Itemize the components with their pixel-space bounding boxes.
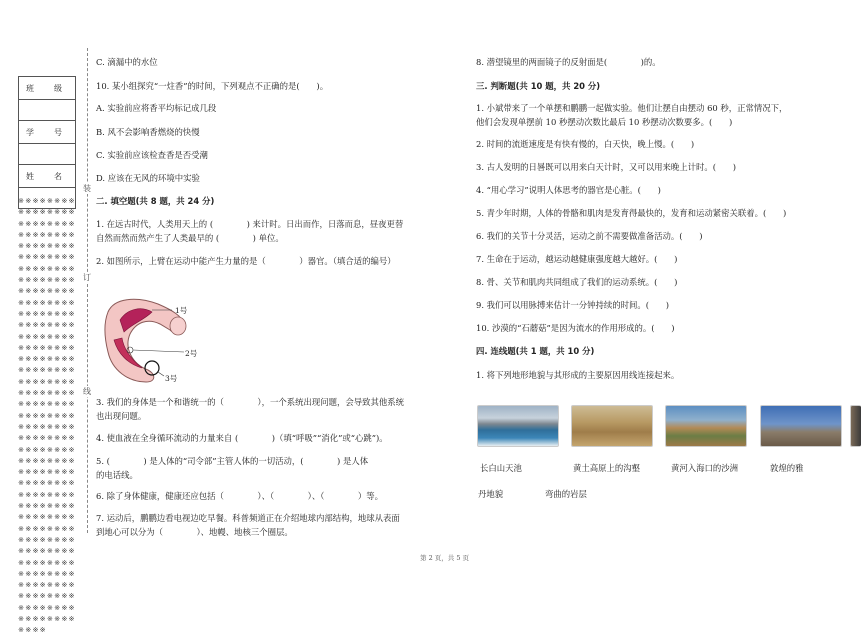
connect-q1-stem: 1. 将下列地形地貌与其形成的主要原因用线连接起来。: [476, 370, 680, 380]
caption-changbai: 长白山天池: [480, 463, 522, 473]
judge-q8: 8. 骨、关节和肌肉共同组成了我们的运动系统。( ): [476, 277, 678, 287]
fill-q1-line1: 1. 在远古时代，人类用天上的 ( ) 来计时。日出而作，日落而息，昼夜更替: [96, 219, 404, 229]
photo-loess-gullies: [571, 405, 653, 447]
fill-q7-line1: 7. 运动后，鹏鹏边看电视边吃早餐。科普频道正在介绍地球内部结构，地球从表面: [96, 513, 400, 523]
arm-label-1: 1号: [175, 306, 188, 315]
q10-option-d: D. 应该在无风的环境中实验: [96, 173, 200, 183]
arm-label-2: 2号: [185, 349, 198, 358]
student-id-label: 学 号: [19, 121, 76, 144]
binding-line: [87, 48, 88, 533]
q10-option-c: C. 实验前应该检查香是否受潮: [96, 150, 208, 160]
q10-option-b: B. 风不会影响香燃烧的快慢: [96, 127, 200, 137]
judge-q2: 2. 时间的流逝速度是有快有慢的，白天快，晚上慢。( ): [476, 139, 695, 149]
class-label: 班 级: [19, 77, 76, 100]
judge-q9: 9. 我们可以用脉搏来估计一分钟持续的时间。( ): [476, 300, 670, 310]
q8-periscope: 8. 潜望镜里的两面镜子的反射面是( )的。: [476, 57, 661, 67]
q10-stem: 10. 某小组探究“一炷香”的时间，下列观点不正确的是( )。: [96, 81, 329, 91]
fill-q5-line2: 的电话线。: [96, 470, 138, 480]
fill-q3-line1: 3. 我们的身体是一个和谐统一的（ ），一个系统出现问题，会导致其他系统: [96, 397, 404, 407]
judge-q6: 6. 我们的关节十分灵活，运动之前不需要做准备活动。( ): [476, 231, 703, 241]
page-footer: 第 2 页，共 5 页: [420, 554, 470, 562]
caption-folded-strata: 弯曲的岩层: [545, 489, 587, 499]
q10-option-a: A. 实验前应将香平均标记成几段: [96, 103, 217, 113]
caption-yardang-part1: 敦煌的雅: [770, 463, 804, 473]
class-blank[interactable]: [19, 100, 76, 121]
section-connect-title: 四. 连线题(共 1 题，共 10 分): [476, 346, 595, 356]
binding-mark-xian: 线: [83, 387, 91, 396]
judge-q1-line2: 他们会发现单摆前 10 秒摆动次数比最后 10 秒摆动次数要多。( ): [476, 117, 733, 127]
binding-mark-zhuang: 装: [83, 184, 91, 193]
q9-option-c: C. 滴漏中的水位: [96, 57, 158, 67]
photo-yardang-landform: [760, 405, 842, 447]
hatch-pattern: ※※※※※※※※※※※※※※※※※※※※※※※※※※※※※※※※※※※※※※※※※※※※※※※※※※※※※※※※※※※※※※※※※※※※※※※※※※※※※※※※※※※※※※※※※※※※※※※※※※※※※※※※※※※※※※※※※※※※※※※※※※※※※※※※※※※※※※※※※※※※※※※※※※※※※※※※※※※※※※※※※※※※※※※※※※※※※※※※※※※※※※※※※※※※※※※※※※※※※※※※※※※※※※※※※※※※※※※※※※※※※※※※※※※※※※※※※※※※※※※※※※※※※※※※※※※※※※※※※※※※※※※※※※※※※※※※※※※※※※※※※※※※※※※※※※※※※※※※※※※※※※※※※※※※: [18, 196, 76, 635]
judge-q5: 5. 青少年时期，人体的骨骼和肌肉是发育得最快的，发育和运动紧密关联着。( ): [476, 208, 787, 218]
fill-q1-line2: 自然而然而然产生了人类最早的 ( ) 单位。: [96, 233, 284, 243]
student-info-table: [18, 76, 76, 209]
caption-delta: 黄河入海口的沙洲: [671, 463, 738, 473]
judge-q1-line1: 1. 小斌带来了一个单摆和鹏鹏一起做实验。他们让摆自由摆动 60 秒，正常情况下，: [476, 103, 788, 113]
fill-q3-line2: 也出现问题。: [96, 411, 147, 421]
photo-yellow-river-delta: [665, 405, 747, 447]
judge-q4: 4. “用心学习”说明人体思考的器官是心脏。( ): [476, 185, 661, 195]
photo-folded-strata-cropped: [850, 405, 861, 447]
fill-q7-line2: 到地心可以分为（ ）、地幔、地核三个圈层。: [96, 527, 293, 537]
fill-q2: 2. 如图所示，上臂在运动中能产生力量的是（ ）器官。（填合适的编号）: [96, 256, 396, 266]
arm-label-3: 3号: [165, 374, 178, 383]
judge-q7: 7. 生命在于运动，越运动越健康强度越大越好。( ): [476, 254, 678, 264]
section-fill-title: 二. 填空题(共 8 题，共 24 分): [96, 196, 215, 206]
fill-q5-line1: 5. ( ) 是人体的“司令部”主管人体的一切活动，( ) 是人体: [96, 456, 369, 466]
binding-mark-ding: 订: [83, 273, 91, 282]
judge-q10: 10. 沙漠的“石蘑菇”是因为流水的作用形成的。( ): [476, 323, 675, 333]
photo-changbai-tianchi: [477, 405, 559, 447]
student-id-blank[interactable]: [19, 144, 76, 165]
caption-yardang-part2: 丹地貌: [478, 489, 504, 499]
fill-q4: 4. 使血液在全身循环流动的力量来自 ( )（填“呼吸”“消化”或“心跳”)。: [96, 433, 388, 443]
caption-loess: 黄土高原上的沟壑: [573, 463, 640, 473]
judge-q3: 3. 古人发明的日晷既可以用来白天计时，又可以用来晚上计时。( ): [476, 162, 737, 172]
fill-q6: 6. 除了身体健康，健康还应包括（ ）、（ ）、（ ）等。: [96, 491, 383, 501]
name-label: 姓 名: [19, 165, 76, 188]
section-judge-title: 三. 判断题(共 10 题，共 20 分): [476, 81, 601, 91]
